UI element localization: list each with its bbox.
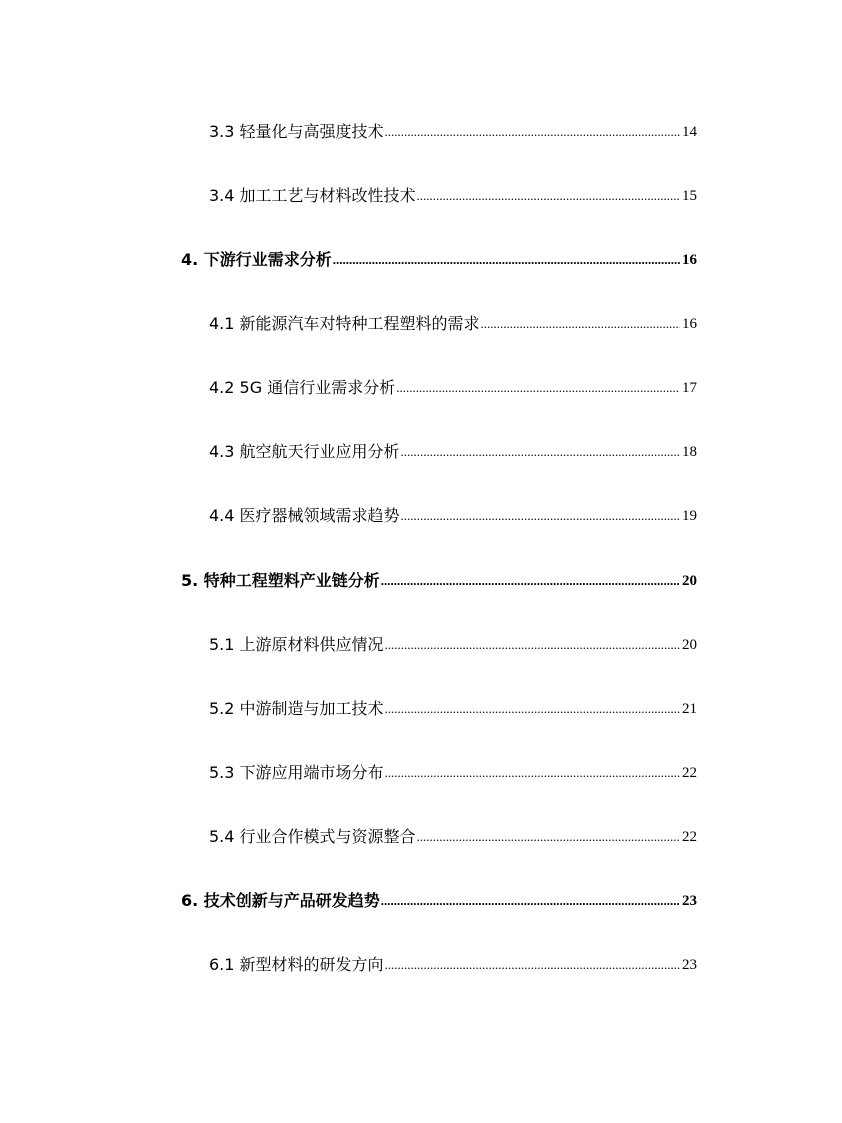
toc-entry-5-4[interactable] [0,823,842,847]
toc-page-number: 16 [682,316,697,332]
toc-page-number: 22 [682,829,697,845]
toc-entry-title: 4.3 航空航天行业应用分析 [209,442,400,461]
toc-entry-title: 6. 技术创新与产品研发趋势 [181,891,380,910]
toc-entry-4[interactable] [0,246,842,270]
toc-dot-leader [385,765,680,781]
toc-dot-leader [401,444,680,460]
toc-page-number: 19 [682,508,697,524]
toc-dot-leader [381,893,680,909]
toc-entry-title: 6.1 新型材料的研发方向 [209,955,384,974]
toc-entry-4-2[interactable] [0,374,842,398]
toc-entry-title: 4.1 新能源汽车对特种工程塑料的需求 [209,314,480,333]
toc-entry-title: 5.2 中游制造与加工技术 [209,699,384,718]
toc-dot-leader [417,188,680,204]
toc-page-number: 18 [682,444,697,460]
toc-dot-leader [385,701,680,717]
toc-entry-3-3[interactable] [0,118,842,142]
toc-entry-title: 4.2 5G 通信行业需求分析 [209,378,396,397]
toc-page-number: 22 [682,765,697,781]
toc-dot-leader [385,637,680,653]
toc-dot-leader [385,957,680,973]
toc-page-number: 20 [682,637,697,653]
toc-entry-6-1[interactable] [0,951,842,975]
toc-dot-leader [381,573,680,589]
toc-entry-5-1[interactable] [0,631,842,655]
toc-page-number: 15 [682,188,697,204]
toc-page-number: 16 [682,252,697,268]
toc-entry-title: 3.4 加工工艺与材料改性技术 [209,186,416,205]
toc-entry-5-2[interactable] [0,695,842,719]
toc-entry-4-3[interactable] [0,438,842,462]
toc-dot-leader [396,380,680,396]
toc-page-number: 20 [682,573,697,589]
toc-page-number: 21 [682,701,697,717]
toc-page-number: 14 [682,124,697,140]
toc-dot-leader [417,829,680,845]
toc-entry-title: 5.1 上游原材料供应情况 [209,635,384,654]
toc-entry-title: 4. 下游行业需求分析 [181,250,332,269]
toc-entry-6[interactable] [0,887,842,911]
toc-entry-title: 3.3 轻量化与高强度技术 [209,122,384,141]
toc-entry-title: 4.4 医疗器械领域需求趋势 [209,506,400,525]
toc-entry-title: 5.3 下游应用端市场分布 [209,763,384,782]
toc-entry-4-1[interactable] [0,310,842,334]
toc-entry-title: 5.4 行业合作模式与资源整合 [209,827,416,846]
toc-page-number: 17 [682,380,697,396]
toc-dot-leader [481,316,680,332]
toc-dot-leader [385,124,680,140]
toc-entry-4-4[interactable] [0,502,842,526]
toc-page-number: 23 [682,957,697,973]
toc-entry-5[interactable] [0,567,842,591]
toc-entry-5-3[interactable] [0,759,842,783]
toc-entry-title: 5. 特种工程塑料产业链分析 [181,571,380,590]
toc-dot-leader [401,508,680,524]
toc-entry-3-4[interactable] [0,182,842,206]
toc-dot-leader [333,252,680,268]
toc-page-number: 23 [682,893,697,909]
